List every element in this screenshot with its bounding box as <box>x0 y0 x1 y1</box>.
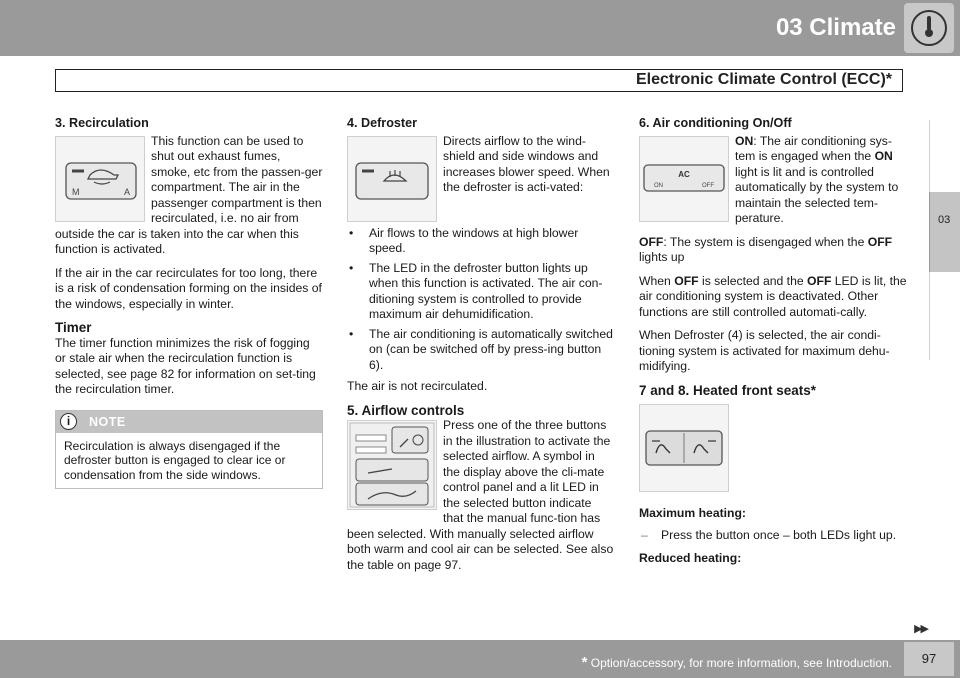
heated-seats-figure <box>639 404 729 492</box>
column-recirculation <box>55 116 323 489</box>
max-heating-heading: Maximum heating: <box>639 506 746 520</box>
note-title: NOTE <box>89 414 126 429</box>
fig-left-label: M <box>72 186 80 197</box>
ac-figure <box>639 136 729 222</box>
list-item: • The LED in the defroster button lights up when this function is activated. The air con-ditioning system is controlled to provide maximum air dehumidification. <box>347 261 615 323</box>
chapter-icon-box <box>904 3 954 53</box>
footer-band <box>0 640 960 678</box>
ac-on-text: ON: The air conditioning sys-tem is engaged when the ON light is lit and is controlled automatically by the system to maintain the selected tem-perature. <box>735 133 899 225</box>
timer-heading: Timer <box>55 320 92 335</box>
recirculation-text: This function can be used to shut out exhaust fumes, smoke, etc from the passen-ger compartment. The air in the passenger compartment is then recirculated, i.e. no air from outside the car is taken into the car when this function is activated. <box>55 133 323 256</box>
defroster-heading: 4. Defroster <box>347 116 417 130</box>
recirculation-heading: 3. Recirculation <box>55 116 149 130</box>
section-title: Electronic Climate Control (ECC)* <box>635 71 892 88</box>
next-page-arrows-icon: ▶▶ <box>914 623 927 635</box>
fig-ac-label: AC <box>678 169 690 179</box>
airflow-heading: 5. Airflow controls <box>347 402 465 418</box>
chapter-title: 03 Climate <box>775 14 896 41</box>
defroster-figure <box>347 136 437 222</box>
fig-on-label: ON <box>654 182 663 189</box>
defroster-intro: Directs airflow to the wind-shield and side windows and increases blower speed. When the defroster is acti-vated: <box>443 133 610 194</box>
info-icon: i <box>60 413 77 430</box>
recirculation-figure <box>55 136 145 222</box>
column-defroster <box>347 116 615 581</box>
max-heating-list <box>639 528 909 544</box>
chapter-band <box>0 0 960 56</box>
side-tab <box>929 192 960 272</box>
fig-right-label: A <box>124 186 131 197</box>
ac-heading: 6. Air conditioning On/Off <box>639 116 792 130</box>
footnote: * Option/accessory, for more information, see Introduction. <box>581 654 892 671</box>
airflow-text: Press one of the three buttons in the illustration to activate the selected airflow. A symbol in the display above the cli-mate control panel and a lit LED in the selected button indicate that the manual func-tion has been selected. With manually selected airflow both warm and cool air can be selected. See also the table on page 97. <box>347 418 614 572</box>
thermometer-icon <box>904 3 954 53</box>
fig-off-label: OFF <box>702 182 714 189</box>
ac-defroster-text: When Defroster (4) is selected, the air condi-tioning system is activated for maximum dehu-midifying. <box>639 328 890 373</box>
defroster-bullets <box>347 226 615 374</box>
page-number: 97 <box>904 642 954 676</box>
recirculation-warning-text: If the air in the car recirculates for too long, there is a risk of condensation forming on the insides of the windows, especially in winter. <box>55 265 322 311</box>
defroster-after-text: The air is not recirculated. <box>347 379 488 393</box>
section-bar <box>55 69 903 92</box>
list-item: • The air conditioning is automatically switched on (can be switched off by press-ing button 6). <box>347 327 615 374</box>
note-header <box>56 411 322 433</box>
note-text: Recirculation is always disengaged if the defroster button is engaged to clear ice or condensation from the side windows. <box>64 438 286 482</box>
ac-when-off-text: When OFF is selected and the OFF LED is lit, the air conditioning system is deactivated. Other functions are still controlled automati-cally. <box>639 273 907 319</box>
airflow-figure <box>347 420 437 510</box>
list-item: • Air flows to the windows at high blower speed. <box>347 226 615 257</box>
column-air-conditioning <box>639 116 909 567</box>
timer-text: The timer function minimizes the risk of fogging or stale air when the recirculation function is selected, see page 82 for information on set-ting the recirculation timer. <box>55 335 316 396</box>
seats-heading: 7 and 8. Heated front seats* <box>639 382 817 398</box>
side-tab-label: 03 <box>938 214 951 226</box>
list-item: – Press the button once – both LEDs light up. <box>639 528 909 544</box>
reduced-heating-heading: Reduced heating: <box>639 551 742 565</box>
note-box <box>55 410 323 490</box>
ac-off-text: OFF: The system is disengaged when the OFF lights up <box>639 234 893 264</box>
